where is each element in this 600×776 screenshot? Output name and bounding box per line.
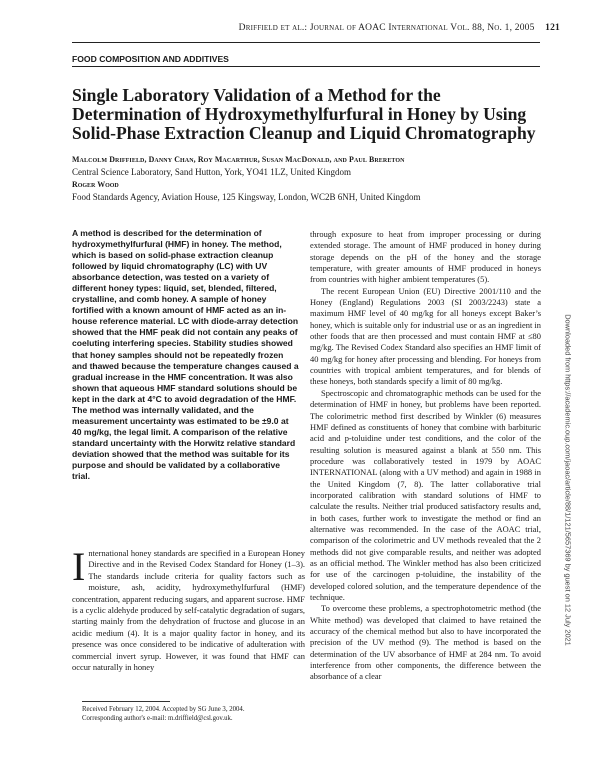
affiliation-1: Central Science Laboratory, Sand Hutton, York, YO41 1LZ, United Kingdom bbox=[72, 167, 352, 177]
article-title: Single Laboratory Validation of a Method for the Determination of Hydroxymethylfurfural in Honey by Using Solid-Phase Extraction Cleanup and Liquid Chromatography bbox=[72, 85, 536, 143]
paragraph: through exposure to heat from improper processing or during extended storage. The amount of HMF produced in honey during storage depends on the pH of the honey and the storage temperature, with greater amounts of HMF produced in honeys from countries with higher ambient temperatures (5). bbox=[310, 229, 541, 285]
footnote-received: Received February 12, 2004. Accepted by SG June 3, 2004. bbox=[82, 706, 245, 713]
intro-text: nternational honey standards are specified in a European Honey Directive and in the Revised Codex Standard for Honey (1–3). The standards include criteria for quality factors such as moisture, ash, acidity, hydroxymethylfurfural (HMF) concentration, apparent reducing sugars, and apparent sucrose. HMF is a cyclic aldehyde produced by self-catalytic degradation of sugars, starting mainly from the dehydration of fructose and glucose in an acidic medium (4). It is a major quality factor in honey, and its presence was once considered to be indicative of adulteration with commercial invert syrup. However, it was found that HMF can occur naturally in honey bbox=[72, 548, 305, 673]
footnote-corresponding: Corresponding author's e-mail: m.driffield@csl.gov.uk. bbox=[82, 715, 233, 722]
paragraph: The recent European Union (EU) Directive 2001/110 and the Honey (England) Regulations 2003 (SI 2003/2243) state a maximum HMF level of 40 mg/kg for all honeys except Baker’s honey, which is suitable only for industrial use or as an ingredient in other foods that are then processed and must contain HMF at ≤80 mg/kg. The Revised Codex Standard also specifies an HMF limit of 40 mg/kg for honey after processing and blending. For honeys from countries with tropical ambient temperatures, and for blends of these honeys, both standards specify a limit of 80 mg/kg. bbox=[310, 285, 541, 387]
running-head bbox=[239, 23, 560, 33]
download-watermark-text: Downloaded from https://academic.oup.com/jaoac/article/88/1/121/5657369 by guest on 12 July 2021 bbox=[563, 314, 573, 646]
author-list: Malcolm Driffield, Danny Chan, Roy Macarthur, Susan MacDonald, and Paul Brereton bbox=[72, 155, 405, 164]
footnote-rule bbox=[82, 701, 170, 702]
author-2: Roger Wood bbox=[72, 180, 119, 189]
drop-cap: I bbox=[72, 544, 86, 589]
abstract: A method is described for the determination of hydroxymethylfurfural (HMF) in honey. The method, which is based on solid-phase extraction cleanup followed by liquid chromatography (LC) with UV absorbance detection, was tested on a variety of different honey types: liquid, set, blended, filtered, crystalline, and comb honey. A sample of honey fortified with a known amount of HMF acted as an in-house reference material. LC with diode-array detection showed that the HMF peak did not contain any peaks of coeluting interfering species. Stability studies showed that honey samples should not be repeatedly frozen and thawed because the temperature changes caused a gradual increase in the HMF concentration. It was also shown that aqueous HMF standard solutions should be kept in the dark at 4°C to avoid degradation of the HMF. The method was internally validated, and the measurement uncertainty was estimated to be ±9.0 at 40 mg/kg, the legal limit. A comparison of the relative standard uncertainty with the Horwitz relative standard deviation showed that the method was suitable for its purpose and should be validated by a collaborative trial. bbox=[72, 228, 299, 482]
section-label: FOOD COMPOSITION AND ADDITIVES bbox=[72, 54, 229, 64]
intro-paragraph bbox=[72, 544, 305, 673]
affiliation-2: Food Standards Agency, Aviation House, 125 Kingsway, London, WC2B 6NH, United Kingdom bbox=[72, 192, 421, 202]
section-rule bbox=[72, 66, 540, 67]
header-rule bbox=[72, 42, 540, 43]
paragraph: To overcome these problems, a spectrophotometric method (the White method) was developed that claimed to have retained the accuracy of the chemical method but also to have incorporated the precision of the UV method (9). The method is based on the determination of the UV absorbance of HMF at 284 nm. To avoid interference from other components, the difference between the absorbance of a clear bbox=[310, 603, 541, 682]
paragraph: Spectroscopic and chromatographic methods can be used for the determination of HMF in honey, but problems have been reported. The colorimetric method first described by Winkler (6) measures HMF defined as constituents of honey that combine with barbituric acid and p-toluidine under test conditions, and the color of the resulting solution is measured against a blank at 550 nm. This procedure was collaboratively tested in 1979 by AOAC INTERNATIONAL (along with a UV method) and again in 1988 in the United Kingdom (7, 8). The latter collaborative trial incorporated calibration with standard solutions of HMF to calculate the results. Neither trial produced satisfactory results and, in both cases, further work to investigate the method or find an alternative was recommended. In the case of the AOAC trial, comparison of the colorimetric and UV methods revealed that the 2 methods did not give comparable results, and neither was adopted as an official method. The Winkler method has also been criticized for use of the carcinogen p-toluidine, the instability of the developed colored solution, and the temperature dependence of the technique. bbox=[310, 387, 541, 602]
page-number: 121 bbox=[545, 23, 560, 33]
running-head-text: Driffield et al.: Journal of AOAC International Vol. 88, No. 1, 2005 bbox=[238, 23, 535, 33]
right-column bbox=[310, 229, 541, 683]
